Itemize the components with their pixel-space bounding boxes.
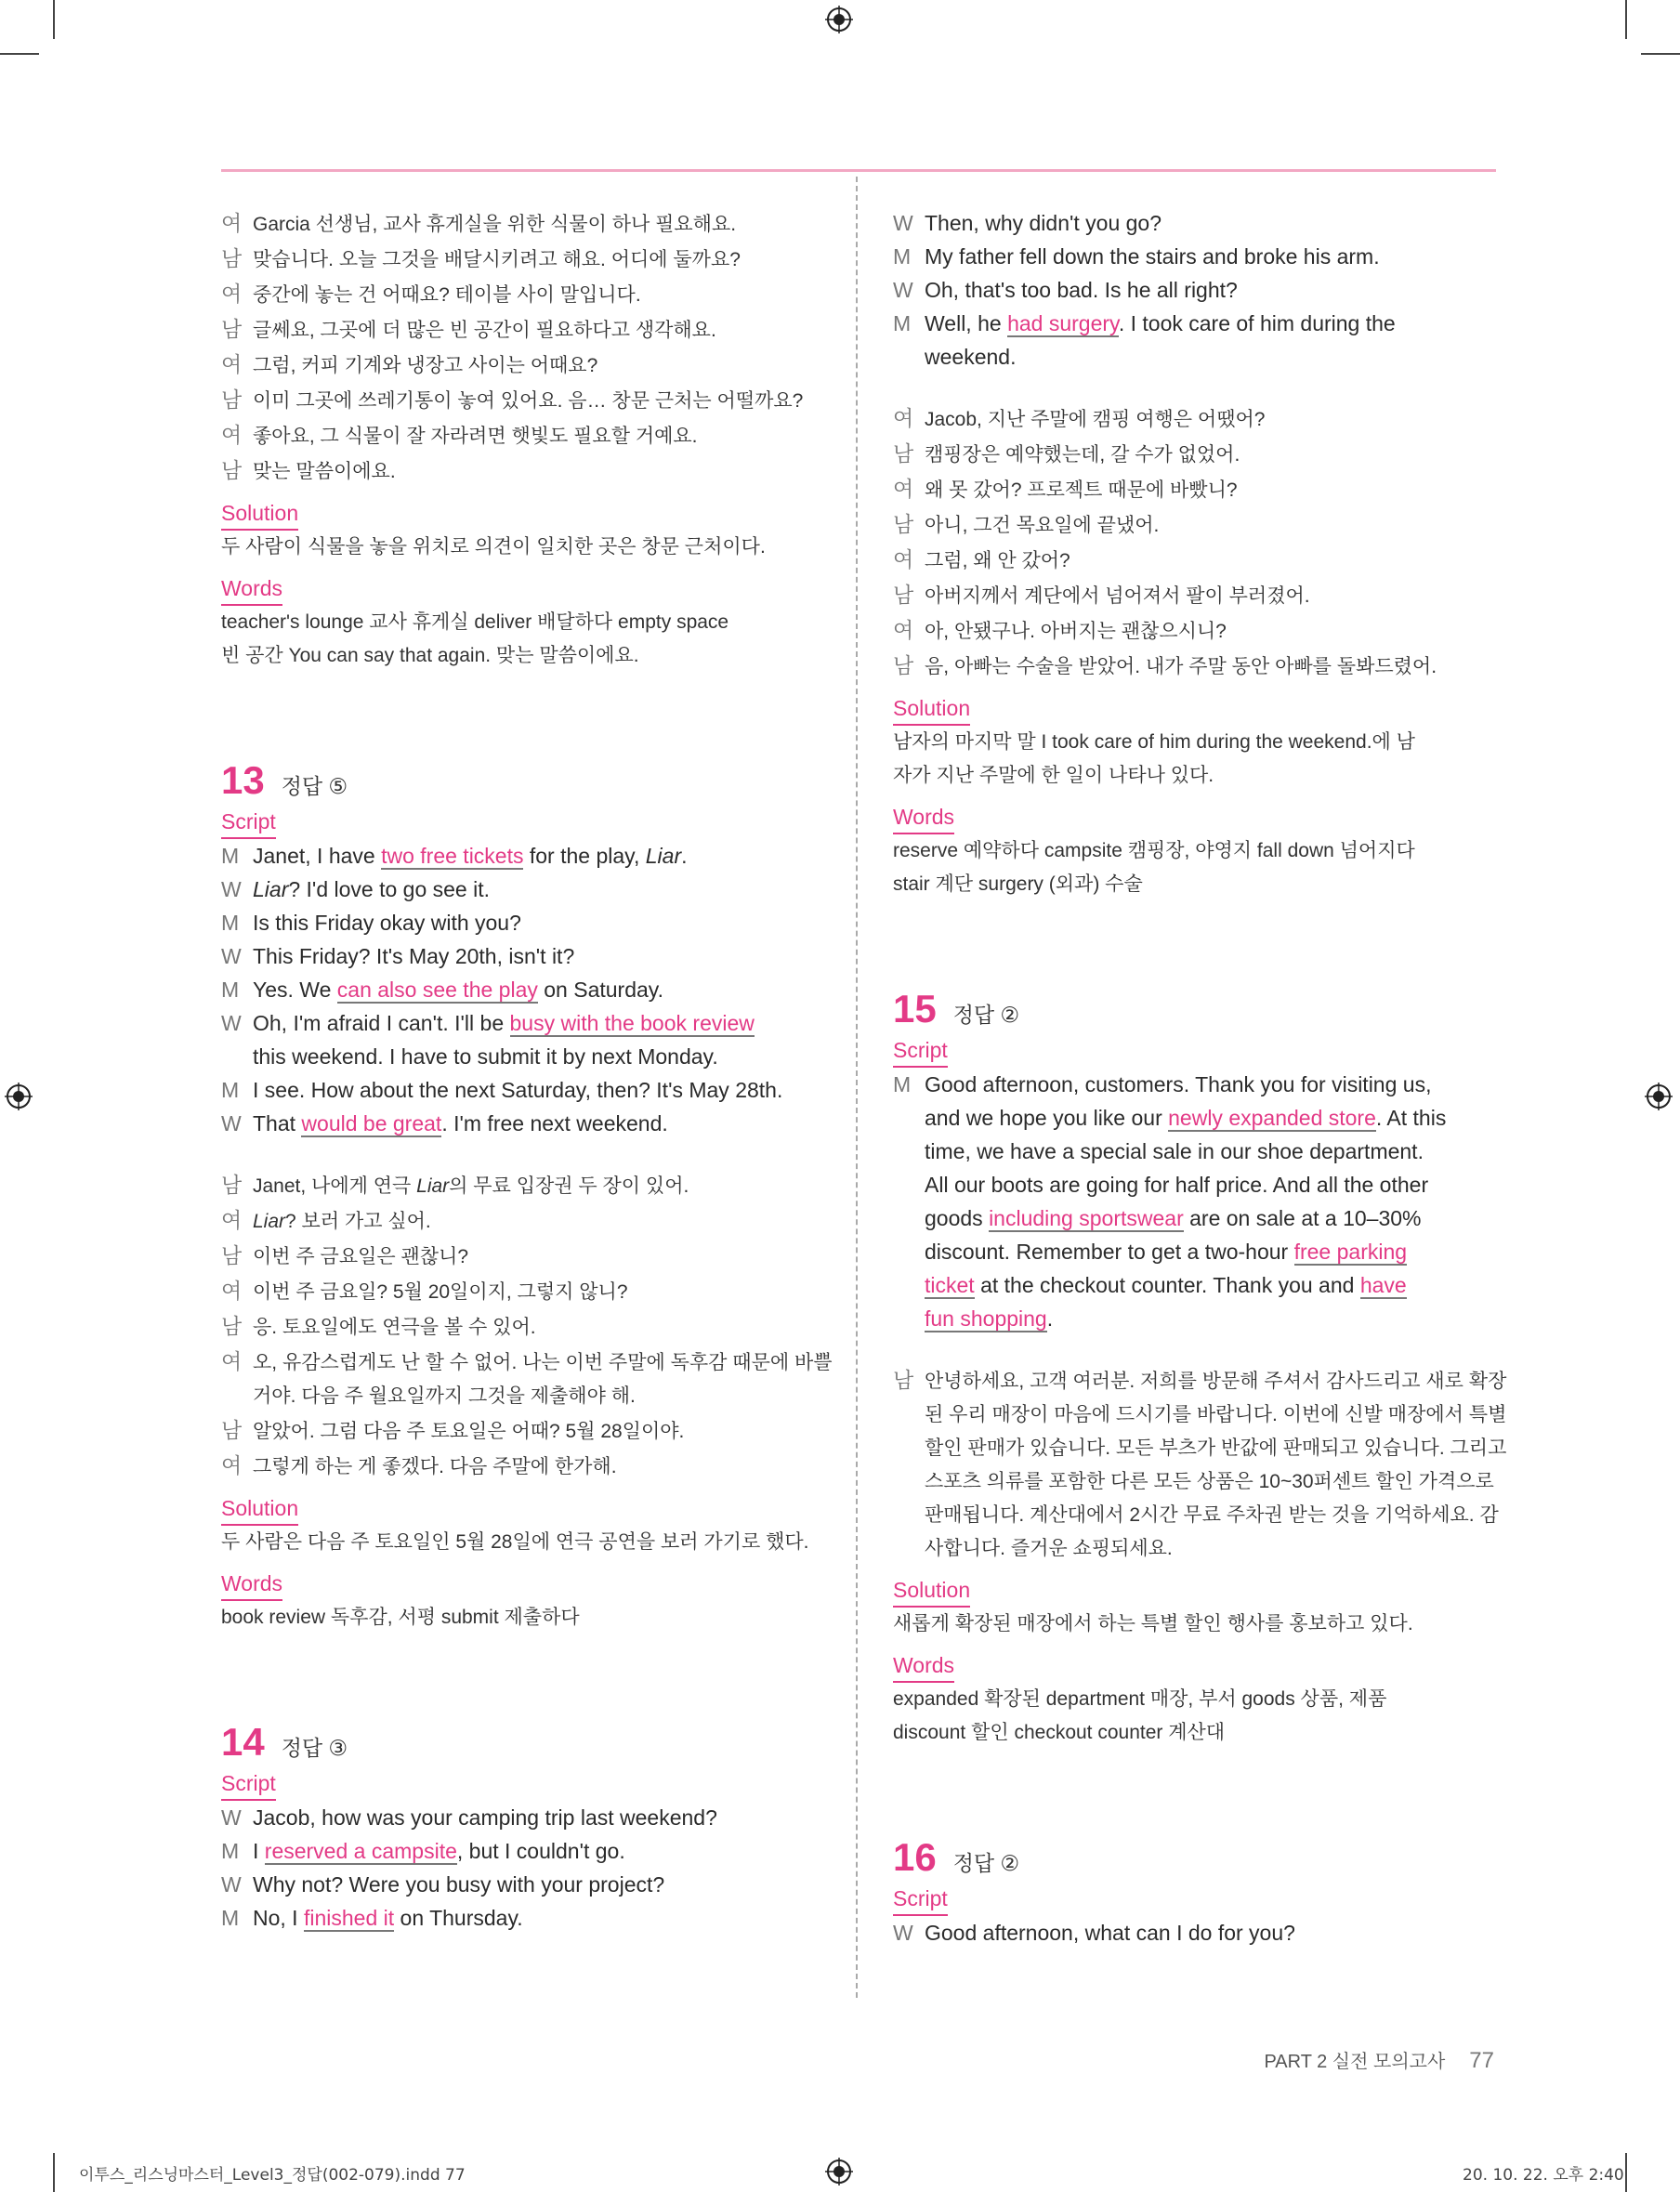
speaker: M — [893, 311, 912, 335]
speaker: M — [221, 1839, 240, 1863]
solution-label: Solution — [221, 1493, 298, 1526]
line-text: Well, he — [925, 311, 1008, 335]
left-column — [221, 206, 833, 1935]
speaker: 여 — [221, 1453, 243, 1477]
line-text: 아니, 그건 목요일에 끝냈어. — [925, 515, 1160, 536]
words-label: Words — [221, 573, 282, 606]
page-number: 77 — [1469, 2048, 1494, 2073]
speaker: 남 — [221, 246, 243, 270]
script-line-continued — [893, 1235, 1497, 1268]
script-line-continued — [893, 1268, 1497, 1302]
korean-line-continued: 사합니다. 즐거운 쇼핑되세요. — [925, 1538, 1173, 1559]
line-text: goods — [925, 1206, 990, 1230]
korean-line — [893, 507, 1497, 543]
line-text: 맞습니다. 오늘 그것을 배달시키려고 해요. 어디에 둘까요? — [253, 249, 741, 270]
words-line: reserve 예약하다 campsite 캠핑장, 야영지 fall down 넘어지다 — [893, 840, 1415, 861]
line-text: Oh, I'm afraid I can't. I'll be — [253, 1011, 510, 1035]
speaker: 여 — [893, 547, 914, 571]
speaker: 남 — [221, 1243, 243, 1267]
right-column — [893, 206, 1507, 1949]
speaker: W — [893, 278, 913, 302]
script-label: Script — [221, 1768, 276, 1801]
korean-line — [221, 383, 825, 418]
script-line — [221, 939, 825, 973]
korean-line — [893, 1363, 1507, 1398]
words-label: Words — [893, 1650, 954, 1683]
korean-line-continued: 거야. 다음 주 월요일까지 그것을 제출해야 해. — [253, 1385, 636, 1407]
line-text: Jacob, how was your camping trip last weekend? — [253, 1805, 717, 1830]
line-text: Garcia 선생님, 교사 휴게실을 위한 식물이 하나 필요해요. — [253, 214, 737, 235]
script-line — [221, 1073, 825, 1107]
registration-mark-icon — [1645, 1083, 1673, 1110]
question-header-15 — [893, 983, 1497, 1035]
line-text: That — [253, 1111, 302, 1135]
speaker: 남 — [221, 1418, 243, 1442]
korean-line-continued: 판매됩니다. 계산대에서 2시간 무료 주차권 받는 것을 기억하세요. 감 — [925, 1504, 1499, 1526]
script-line-continued: All our boots are going for half price. And all the other — [925, 1173, 1429, 1197]
line-text: Then, why didn't you go? — [925, 211, 1162, 235]
solution-text: 자가 지난 주말에 한 일이 나타나 있다. — [893, 765, 1214, 786]
script-line — [893, 273, 1497, 307]
line-text: 안녕하세요, 고객 여러분. 저희를 방문해 주셔서 감사드리고 새로 확장 — [925, 1371, 1507, 1392]
script-label: Script — [893, 1884, 948, 1916]
line-text: My father fell down the stairs and broke his arm. — [925, 244, 1380, 269]
highlight: would be great — [301, 1111, 442, 1135]
speaker: M — [893, 1072, 912, 1096]
highlight: reserved a campsite — [264, 1839, 457, 1863]
script-line — [893, 307, 1497, 340]
line-text: Is this Friday okay with you? — [253, 911, 521, 935]
q15-monologue — [893, 1068, 1497, 1335]
script-line — [893, 206, 1497, 240]
script-label: Script — [221, 807, 276, 839]
words-line: discount 할인 checkout counter 계산대 — [893, 1722, 1226, 1743]
line-text: . At this — [1375, 1106, 1447, 1130]
speaker: 여 — [221, 1208, 243, 1232]
korean-line — [893, 437, 1497, 472]
line-text: . — [681, 844, 688, 868]
words-line: stair 계단 surgery (외과) 수술 — [893, 873, 1143, 895]
crop-mark — [1625, 2153, 1627, 2192]
crop-mark — [0, 53, 39, 55]
line-text: for the play, — [523, 844, 646, 868]
speaker: 남 — [893, 441, 914, 466]
korean-line — [221, 1168, 825, 1203]
crop-mark — [1625, 0, 1627, 39]
korean-line-continued: 스포츠 의류를 포함한 다른 모든 상품은 10~30퍼센트 할인 가격으로 — [925, 1471, 1494, 1492]
script-line-continued: weekend. — [925, 345, 1017, 369]
speaker: M — [893, 244, 912, 269]
korean-line — [221, 453, 825, 489]
solution-text: 남자의 마지막 말 I took care of him during the weekend.에 남 — [893, 731, 1415, 753]
page-footer — [1264, 2046, 1494, 2074]
speaker: 여 — [221, 211, 243, 235]
line-text: Janet, I have — [253, 844, 382, 868]
speaker: M — [221, 978, 240, 1002]
header-rule — [221, 169, 1496, 172]
line-text: on Thursday. — [394, 1906, 523, 1930]
print-slug-file: 이투스_리스닝마스터_Level3_정답(002-079).indd 77 — [79, 2166, 466, 2185]
speaker: 여 — [221, 282, 243, 306]
korean-line — [221, 1239, 825, 1274]
line-text: 중간에 놓는 건 어때요? 테이블 사이 말입니다. — [253, 284, 641, 306]
speaker: M — [221, 844, 240, 868]
script-line — [221, 1868, 825, 1901]
speaker: 여 — [893, 618, 914, 642]
line-text: 그럼, 커피 기계와 냉장고 사이는 어때요? — [253, 355, 598, 376]
speaker: 여 — [893, 477, 914, 501]
solution-text: 두 사람은 다음 주 토요일인 5월 28일에 연극 공연을 보러 가기로 했다. — [221, 1531, 809, 1553]
words-label: Words — [893, 802, 954, 834]
korean-line — [221, 1274, 825, 1309]
script-line-continued — [893, 1302, 1497, 1335]
solution-text: 두 사람이 식물을 놓을 위치로 의견이 일치한 곳은 창문 근처이다. — [221, 536, 766, 558]
question-header-16 — [893, 1831, 1497, 1884]
script-label: Script — [893, 1035, 948, 1068]
highlight: including sportswear — [989, 1206, 1184, 1230]
korean-line — [221, 1413, 825, 1449]
q13-korean-translation — [221, 1168, 833, 1484]
line-text: I see. How about the next Saturday, then? It's May 28th. — [253, 1078, 783, 1102]
speaker: 여 — [221, 423, 243, 447]
title-italic: Liar — [416, 1175, 450, 1197]
script-line — [221, 906, 825, 939]
line-text: are on sale at a 10–30% — [1183, 1206, 1422, 1230]
korean-line — [893, 472, 1497, 507]
script-line — [221, 1801, 825, 1834]
korean-line — [893, 578, 1497, 613]
solution-label: Solution — [893, 1575, 970, 1608]
column-divider — [856, 177, 858, 1998]
q15-korean-translation — [893, 1363, 1507, 1566]
solution-text: 새롭게 확장된 매장에서 하는 특별 할인 행사를 홍보하고 있다. — [893, 1613, 1413, 1634]
line-text: ? 보러 가고 싶어. — [285, 1211, 431, 1232]
line-text: 아버지께서 계단에서 넘어져서 팔이 부러졌어. — [925, 585, 1310, 607]
answer-key: 정답 ② — [952, 1851, 1020, 1875]
line-text: Jacob, 지난 주말에 캠핑 여행은 어땠어? — [925, 409, 1266, 430]
line-text: This Friday? It's May 20th, isn't it? — [253, 944, 575, 968]
question-header-14 — [221, 1716, 825, 1768]
korean-line — [221, 1345, 833, 1380]
answer-key: 정답 ⑤ — [281, 774, 348, 798]
highlight: can also see the play — [336, 978, 538, 1002]
line-text: 그렇게 하는 게 좋겠다. 다음 주말에 한가해. — [253, 1456, 617, 1477]
highlight: finished it — [303, 1906, 395, 1930]
crop-mark — [53, 2153, 55, 2192]
line-text: 캠핑장은 예약했는데, 갈 수가 없었어. — [925, 444, 1240, 466]
script-line — [893, 1916, 1497, 1949]
speaker: W — [893, 211, 913, 235]
korean-line-continued: 할인 판매가 있습니다. 모든 부츠가 반값에 판매되고 있습니다. 그리고 — [925, 1437, 1507, 1459]
words-line: expanded 확장된 department 매장, 부서 goods 상품, 제품 — [893, 1688, 1387, 1710]
korean-line — [893, 649, 1497, 684]
crop-mark — [53, 0, 55, 39]
script-line — [893, 240, 1497, 273]
question-header-13 — [221, 755, 825, 807]
highlight: had surgery — [1007, 311, 1119, 335]
korean-line — [221, 277, 825, 312]
script-line — [893, 1068, 1497, 1101]
line-text: 알았어. 그럼 다음 주 토요일은 어때? 5월 28일이야. — [253, 1421, 685, 1442]
script-line — [221, 1901, 825, 1935]
korean-line — [221, 312, 825, 348]
script-line — [221, 1006, 825, 1040]
script-line — [221, 839, 825, 873]
script-line — [221, 973, 825, 1006]
korean-line-continued: 된 우리 매장이 마음에 드시기를 바랍니다. 이번에 신발 매장에서 특별 — [925, 1404, 1507, 1425]
title-italic: Liar — [253, 1211, 286, 1232]
words-line: book review 독후감, 서평 submit 제출하다 — [221, 1607, 580, 1628]
crop-mark — [1641, 53, 1680, 55]
line-text: 이번 주 금요일은 괜찮니? — [253, 1246, 469, 1267]
line-text: , but I couldn't go. — [456, 1839, 625, 1863]
speaker: 여 — [893, 406, 914, 430]
speaker: W — [893, 1921, 913, 1945]
speaker: M — [221, 911, 240, 935]
line-text: 맞는 말씀이에요. — [253, 461, 396, 482]
script-line — [221, 873, 825, 906]
line-text: 의 무료 입장권 두 장이 있어. — [449, 1175, 689, 1197]
line-text: discount. Remember to get a two-hour — [925, 1240, 1294, 1264]
speaker: M — [221, 1906, 240, 1930]
title-italic: Liar — [645, 844, 682, 868]
question-number: 13 — [221, 758, 265, 802]
speaker: 남 — [893, 1368, 914, 1392]
korean-line — [221, 418, 825, 453]
words-line: 빈 공간 You can say that again. 맞는 말씀이에요. — [221, 645, 639, 666]
korean-line — [221, 1449, 825, 1484]
script-line — [221, 1107, 825, 1140]
korean-line — [221, 1309, 825, 1345]
question-number: 16 — [893, 1835, 937, 1879]
highlight: fun shopping — [925, 1306, 1047, 1331]
script-line-continued — [893, 1201, 1497, 1235]
highlight: have — [1359, 1273, 1407, 1297]
speaker: W — [221, 1805, 242, 1830]
line-text: 글쎄요, 그곳에 더 많은 빈 공간이 필요하다고 생각해요. — [253, 320, 716, 341]
korean-line — [221, 242, 825, 277]
q14-korean-translation — [893, 401, 1497, 684]
speaker: W — [221, 944, 242, 968]
line-text: on Saturday. — [537, 978, 663, 1002]
line-text: Good afternoon, what can I do for you? — [925, 1921, 1295, 1945]
line-text: . I took care of him during the — [1118, 311, 1396, 335]
line-text: I — [253, 1839, 265, 1863]
line-text: 그럼, 왜 안 갔어? — [925, 550, 1070, 571]
registration-mark-icon — [5, 1083, 33, 1110]
line-text: and we hope you like our — [925, 1106, 1169, 1130]
highlight: newly expanded store — [1168, 1106, 1376, 1130]
korean-line — [221, 348, 825, 383]
speaker: 남 — [893, 653, 914, 677]
highlight: free parking — [1293, 1240, 1408, 1264]
line-text: 아, 안됐구나. 아버지는 괜찮으시니? — [925, 621, 1227, 642]
line-text: Good afternoon, customers. Thank you for visiting us, — [925, 1072, 1432, 1096]
highlight: ticket — [925, 1273, 975, 1297]
question-number: 14 — [221, 1720, 265, 1764]
q12-korean-translation — [221, 206, 825, 489]
korean-line — [893, 543, 1497, 578]
speaker: 여 — [221, 1279, 243, 1303]
words-line: teacher's lounge 교사 휴게실 deliver 배달하다 empty space — [221, 611, 729, 633]
speaker: 남 — [893, 512, 914, 536]
line-text: Janet, 나에게 연극 — [253, 1175, 417, 1197]
line-text: No, I — [253, 1906, 304, 1930]
line-text: 이미 그곳에 쓰레기통이 놓여 있어요. 음… 창문 근처는 어떨까요? — [253, 390, 804, 412]
line-text: 왜 못 갔어? 프로젝트 때문에 바빴니? — [925, 479, 1238, 501]
speaker: 남 — [221, 317, 243, 341]
words-label: Words — [221, 1569, 282, 1601]
highlight: busy with the book review — [509, 1011, 755, 1035]
script-line-continued: this weekend. I have to submit it by next Monday. — [253, 1044, 718, 1069]
line-text: ? I'd love to go see it. — [288, 877, 490, 901]
solution-label: Solution — [221, 498, 298, 531]
line-text: at the checkout counter. Thank you and — [974, 1273, 1360, 1297]
speaker: 여 — [221, 1349, 243, 1373]
speaker: 남 — [221, 1314, 243, 1338]
line-text: Oh, that's too bad. Is he all right? — [925, 278, 1238, 302]
line-text: Yes. We — [253, 978, 337, 1002]
line-text: 이번 주 금요일? 5월 20일이지, 그렇지 않니? — [253, 1281, 628, 1303]
speaker: 여 — [221, 352, 243, 376]
speaker: 남 — [893, 583, 914, 607]
solution-label: Solution — [893, 693, 970, 726]
speaker: W — [221, 1011, 242, 1035]
answer-key: 정답 ② — [952, 1003, 1020, 1027]
print-slug-timestamp: 20. 10. 22. 오후 2:40 — [1463, 2166, 1624, 2185]
speaker: W — [221, 1111, 242, 1135]
question-number: 15 — [893, 987, 937, 1030]
korean-line — [221, 206, 825, 242]
script-line — [221, 1834, 825, 1868]
korean-line — [221, 1203, 825, 1239]
line-text: 음, 아빠는 수술을 받았어. 내가 주말 동안 아빠를 돌봐드렸어. — [925, 656, 1437, 677]
line-text: . I'm free next weekend. — [441, 1111, 668, 1135]
line-text: 좋아요, 그 식물이 잘 자라려면 햇빛도 필요할 거예요. — [253, 426, 698, 447]
line-text: 응. 토요일에도 연극을 볼 수 있어. — [253, 1317, 536, 1338]
script-line-continued — [893, 1101, 1497, 1135]
title-italic: Liar — [253, 877, 289, 901]
script-line-continued: time, we have a special sale in our shoe department. — [925, 1139, 1424, 1163]
answer-key: 정답 ③ — [281, 1736, 348, 1760]
speaker: 남 — [221, 1173, 243, 1197]
registration-mark-icon — [825, 6, 853, 33]
speaker: W — [221, 1872, 242, 1897]
line-text: . — [1046, 1306, 1054, 1331]
speaker: W — [221, 877, 242, 901]
line-text: Why not? Were you busy with your project? — [253, 1872, 665, 1897]
highlight: two free tickets — [381, 844, 524, 868]
korean-line — [893, 401, 1497, 437]
part-title: PART 2 실전 모의고사 — [1264, 2052, 1446, 2072]
speaker: M — [221, 1078, 240, 1102]
line-text: 오, 유감스럽게도 난 할 수 없어. 나는 이번 주말에 독후감 때문에 바쁠 — [253, 1352, 833, 1373]
speaker: 남 — [221, 387, 243, 412]
korean-line — [893, 613, 1497, 649]
registration-mark-icon — [825, 2158, 853, 2185]
speaker: 남 — [221, 458, 243, 482]
